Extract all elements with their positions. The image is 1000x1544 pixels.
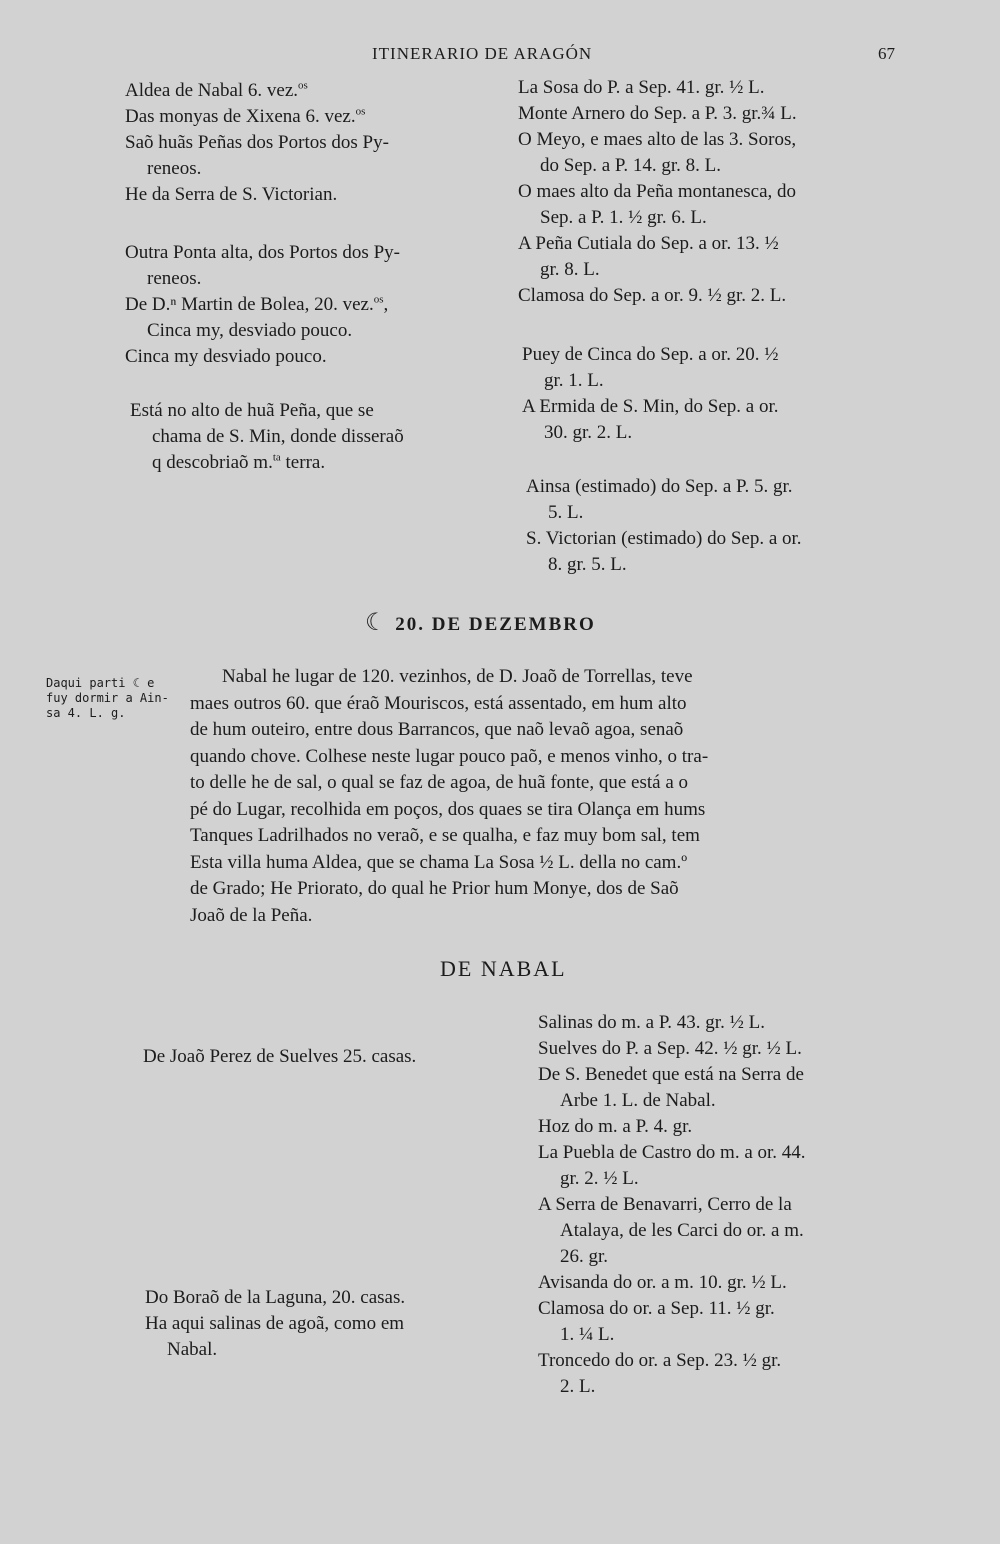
- paragraph-line: de hum outeiro, entre dous Barrancos, que naõ levaõ agoa, senaõ: [190, 719, 684, 740]
- text-line-main: Ha aqui salinas de agoã, como em: [145, 1313, 405, 1334]
- text-line-main: gr. 2. ½ L.: [560, 1168, 639, 1189]
- text-line: [538, 1270, 806, 1296]
- text-line-main: Hoz do m. a P. 4. gr.: [538, 1116, 693, 1137]
- text-line-main: 26. gr.: [560, 1246, 609, 1267]
- text-line: [130, 450, 404, 476]
- text-line: [538, 1140, 806, 1166]
- running-title: ITINERARIO DE ARAGÓN: [372, 44, 593, 63]
- text-line-main: Avisanda do or. a m. 10. gr. ½ L.: [538, 1272, 787, 1293]
- text-line: [538, 1374, 806, 1400]
- subtitle: DE NABAL: [440, 956, 567, 981]
- text-line: [518, 283, 797, 309]
- text-line: [130, 398, 404, 424]
- paragraph-line: de Grado; He Priorato, do qual he Prior hum Monye, dos de Saõ: [190, 878, 679, 899]
- text-line: [125, 182, 389, 208]
- text-line-main: A Ermida de S. Min, do Sep. a or.: [522, 396, 779, 417]
- text-line: [538, 1166, 806, 1192]
- main-paragraph: [190, 664, 708, 929]
- text-line: [538, 1062, 806, 1088]
- text-line-main: Está no alto de huã Peña, que se: [130, 400, 374, 421]
- text-line: [526, 500, 802, 526]
- text-line-main: 8. gr. 5. L.: [548, 554, 627, 575]
- text-line-main: Salinas do m. a P. 43. gr. ½ L.: [538, 1012, 765, 1033]
- text-line: [538, 1010, 806, 1036]
- text-line-main: Cinca my desviado pouco.: [125, 346, 327, 367]
- text-line: [125, 292, 400, 318]
- text-line-main: De D.ⁿ Martin de Bolea, 20. vez.: [125, 294, 374, 315]
- text-line-main: Ainsa (estimado) do Sep. a P. 5. gr.: [526, 476, 793, 497]
- paragraph-line: Tanques Ladrilhados no veraõ, e se qualha, e faz muy bom sal, tem: [190, 825, 700, 846]
- margin-note-line: fuy dormir a Ain-: [46, 691, 169, 705]
- text-line-main: La Sosa do P. a Sep. 41. gr. ½ L.: [518, 77, 765, 98]
- top-left-group-1: [125, 78, 389, 208]
- top-right-group-3: [526, 474, 802, 578]
- text-line: [518, 179, 797, 205]
- text-line: [538, 1114, 806, 1140]
- text-line: [526, 552, 802, 578]
- text-line: [526, 526, 802, 552]
- text-line-suffix: terra.: [280, 452, 326, 473]
- text-line-main: Saõ huãs Peñas dos Portos dos Py-: [125, 132, 389, 153]
- bottom-left-group-2: [145, 1285, 405, 1363]
- text-line-main: Sep. a P. 1. ½ gr. 6. L.: [540, 207, 707, 228]
- text-line: [522, 420, 778, 446]
- text-line: [130, 424, 404, 450]
- margin-note: [46, 676, 169, 721]
- text-line: [125, 266, 400, 292]
- text-line: [518, 75, 797, 101]
- text-line: [145, 1285, 405, 1311]
- text-line: [538, 1348, 806, 1374]
- text-line-main: 30. gr. 2. L.: [544, 422, 633, 443]
- section-heading-text: 20. DE DEZEMBRO: [395, 614, 596, 635]
- text-line: [125, 240, 400, 266]
- text-line-main: reneos.: [147, 158, 202, 179]
- text-line-main: Suelves do P. a Sep. 42. ½ gr. ½ L.: [538, 1038, 802, 1059]
- text-line-main: Clamosa do or. a Sep. 11. ½ gr.: [538, 1298, 775, 1319]
- text-line: [522, 394, 778, 420]
- text-line-main: 5. L.: [548, 502, 584, 523]
- text-line-main: Troncedo do or. a Sep. 23. ½ gr.: [538, 1350, 782, 1371]
- text-line-main: Cinca my, desviado pouco.: [147, 320, 353, 341]
- text-line-main: Monte Arnero do Sep. a P. 3. gr.¾ L.: [518, 103, 797, 124]
- text-line-main: reneos.: [147, 268, 202, 289]
- moon-symbol-icon: ☾: [365, 610, 389, 636]
- text-line: [538, 1218, 806, 1244]
- text-line: [518, 231, 797, 257]
- text-line: [538, 1088, 806, 1114]
- text-line: [538, 1192, 806, 1218]
- paragraph-line: quando chove. Colhese neste lugar pouco paõ, e menos vinho, o tra-: [190, 745, 709, 767]
- text-line: [125, 344, 400, 370]
- text-line-main: A Serra de Benavarri, Cerro de la: [538, 1194, 792, 1215]
- text-line-main: Arbe 1. L. de Nabal.: [560, 1090, 716, 1111]
- top-right-group-1: [518, 75, 797, 309]
- text-line-main: Clamosa do Sep. a or. 9. ½ gr. 2. L.: [518, 285, 787, 306]
- text-line: [145, 1337, 405, 1363]
- text-line-main: Nabal.: [167, 1339, 218, 1360]
- top-left-group-3: [130, 398, 404, 476]
- text-line: [526, 474, 802, 500]
- text-line-main: Puey de Cinca do Sep. a or. 20. ½: [522, 344, 779, 365]
- text-line: [145, 1311, 405, 1337]
- text-line-main: gr. 1. L.: [544, 370, 604, 391]
- text-line: [518, 101, 797, 127]
- superscript: os: [298, 79, 308, 92]
- text-line-main: do Sep. a P. 14. gr. 8. L.: [540, 155, 722, 176]
- text-line-main: De S. Benedet que está na Serra de: [538, 1064, 804, 1085]
- text-line-main: 2. L.: [560, 1376, 596, 1397]
- superscript: os: [355, 105, 366, 118]
- margin-note-line: Daqui parti ☾ e: [46, 676, 155, 690]
- text-line: [538, 1322, 806, 1348]
- text-line-main: Outra Ponta alta, dos Portos dos Py-: [125, 242, 400, 263]
- text-line: [522, 368, 778, 394]
- text-line-main: Das monyas de Xixena 6. vez.: [125, 106, 356, 127]
- page-number: 67: [878, 44, 895, 63]
- superscript: ta: [272, 451, 281, 464]
- bottom-right-group: [538, 1010, 806, 1400]
- text-line-main: He da Serra de S. Victorian.: [125, 184, 338, 205]
- paragraph-line: Joaõ de la Peña.: [190, 904, 313, 926]
- paragraph-line: pé do Lugar, recolhida em poços, dos quaes se tira Olança em hums: [190, 798, 706, 820]
- text-line-main: O maes alto da Peña montanesca, do: [518, 181, 797, 202]
- paragraph-line: to delle he de sal, o qual se faz de agoa, de huã fonte, que está a o: [190, 772, 689, 793]
- text-line: [518, 205, 797, 231]
- paragraph-line: Nabal he lugar de 120. vezinhos, de D. Joaõ de Torrellas, teve: [222, 666, 693, 687]
- text-line: [518, 127, 797, 153]
- text-line-main: S. Victorian (estimado) do Sep. a or.: [526, 528, 802, 549]
- text-line-main: O Meyo, e maes alto de las 3. Soros,: [518, 129, 797, 150]
- text-line-main: La Puebla de Castro do m. a or. 44.: [538, 1142, 806, 1163]
- text-line: [538, 1036, 806, 1062]
- text-line: [518, 257, 797, 283]
- top-left-group-2: [125, 240, 400, 370]
- text-line: [125, 104, 389, 130]
- superscript: os: [373, 293, 384, 306]
- text-line-main: A Peña Cutiala do Sep. a or. 13. ½: [518, 233, 779, 254]
- text-line-main: Aldea de Nabal 6. vez.: [125, 80, 299, 101]
- text-line: [125, 318, 400, 344]
- text-line: [125, 156, 389, 182]
- text-line: [522, 342, 778, 368]
- section-heading: [365, 608, 596, 637]
- text-line-main: chama de S. Min, donde disseraõ: [152, 426, 404, 447]
- text-line: [125, 78, 389, 104]
- bottom-left-entry: De Joaõ Perez de Suelves 25. casas.: [143, 1046, 417, 1067]
- text-line-main: Do Boraõ de la Laguna, 20. casas.: [145, 1287, 406, 1308]
- text-line-main: Atalaya, de les Carci do or. a m.: [560, 1220, 804, 1241]
- text-line: [538, 1244, 806, 1270]
- paragraph-line: maes outros 60. que éraõ Mouriscos, está assentado, em hum alto: [190, 692, 687, 714]
- text-line: [125, 130, 389, 156]
- text-line: [538, 1296, 806, 1322]
- text-line-main: q descobriaõ m.: [152, 452, 273, 473]
- text-line-main: 1. ¼ L.: [560, 1324, 615, 1345]
- margin-note-line: sa 4. L. g.: [46, 706, 126, 720]
- text-line: [518, 153, 797, 179]
- paragraph-line: Esta villa huma Aldea, que se chama La Sosa ½ L. della no cam.º: [190, 851, 688, 873]
- text-line-suffix: ,: [383, 294, 389, 315]
- text-line-main: gr. 8. L.: [540, 259, 600, 280]
- top-right-group-2: [522, 342, 778, 446]
